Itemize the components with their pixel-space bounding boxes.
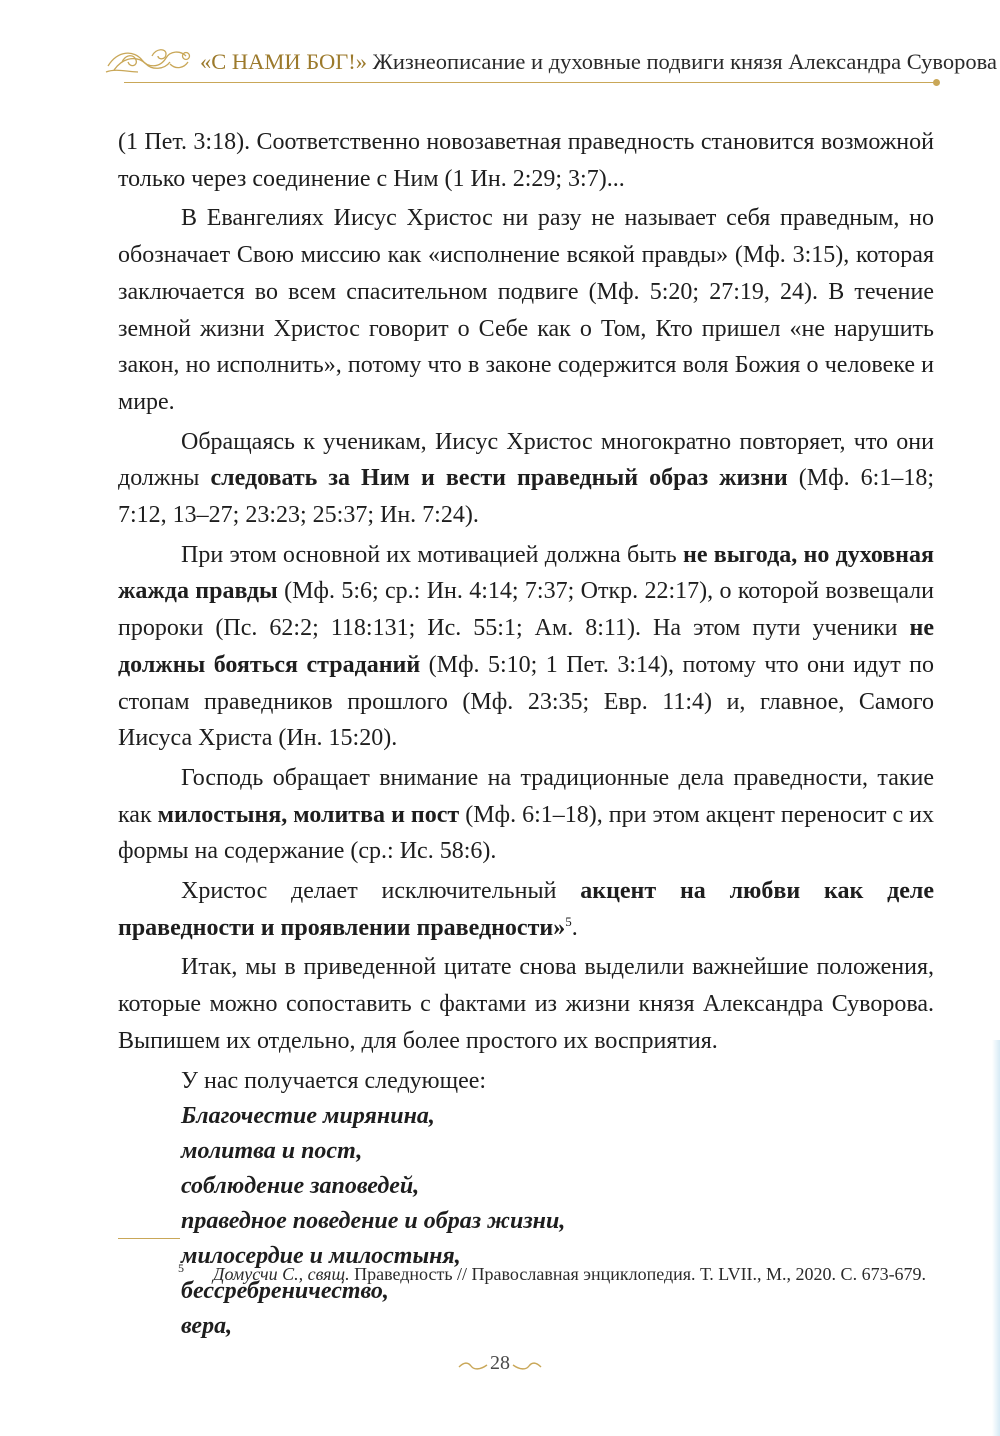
paragraph-6-text: Христос делает исключительный bbox=[181, 878, 581, 905]
paragraph-5-emphasis: милостыня, молитва и пост bbox=[157, 801, 460, 828]
paragraph-3 bbox=[118, 424, 934, 534]
paragraph-4-emphasis-1: не выгода, но духовная жажда правды bbox=[118, 541, 934, 605]
header-rule-dot bbox=[933, 79, 940, 86]
swirl-right-icon bbox=[512, 1361, 542, 1371]
paragraph-5 bbox=[118, 760, 934, 870]
paragraph-2: В Евангелиях Иисус Христос ни разу не называет себя праведным, но обозначает Свою миссию как «исполнение всякой правды» (Мф. 3:15), которая заключается во всем спасительном подвиге (Мф. 5:20; 27:19, 24). В течение земной жизни Христос говорит о Себе как о Том, Кто пришел «не нарушить закон, но исполнить», потому что в законе содержится воля Божия о человеке и мире. bbox=[118, 205, 934, 415]
flourish-ornament-icon bbox=[104, 42, 192, 78]
footnote-reference[interactable]: 5 bbox=[565, 913, 572, 929]
paragraph-4-text: При этом основной их мотивацией должна быть bbox=[181, 541, 684, 568]
paragraph-7: Итак, мы в приведенной цитате снова выделили важнейшие положения, которые можно сопоставить с фактами из жизни князя Александра Суворова. Выпишем их отдельно, для более простого их восприятия. bbox=[118, 954, 934, 1054]
main-text bbox=[118, 124, 934, 1344]
footnote-source: Праведность // Православная энциклопедия. Т. LVII., М., 2020. С. 673-679. bbox=[349, 1264, 927, 1284]
page-edge-shadow bbox=[992, 1040, 1000, 1436]
header-brand: «С НАМИ БОГ!» bbox=[200, 49, 368, 74]
paragraph-8: У нас получается следующее: bbox=[181, 1067, 487, 1094]
list-item: соблюдение заповедей, bbox=[181, 1173, 420, 1200]
paragraph-6 bbox=[118, 873, 934, 946]
paragraph-4 bbox=[118, 537, 934, 757]
list-item: праведное поведение и образ жизни, bbox=[181, 1208, 566, 1235]
header-subtitle: Жизнеописание и духовные подвиги князя Александра Суворова bbox=[367, 49, 997, 74]
paragraph-3-text: Обращаясь к ученикам, Иисус Христос многократно повторяет, что они должны bbox=[118, 428, 934, 492]
footnote-separator bbox=[118, 1238, 180, 1239]
footnote-text bbox=[178, 1261, 936, 1287]
paragraph-5-text: Господь обращает внимание на традиционные дела праведности, такие как bbox=[118, 764, 934, 828]
virtues-list bbox=[118, 1099, 934, 1344]
paragraph-4-middle: (Мф. 5:6; ср.: Ин. 4:14; 7:37; Откр. 22:17), о которой возвещали пророки (Пс. 62:2; 118:131; Ис. 55:1; Ам. 8:11). На этом пути ученики bbox=[118, 578, 934, 642]
list-item: молитва и пост, bbox=[181, 1138, 363, 1165]
paragraph-4-emphasis-2: не должны бояться страданий bbox=[118, 615, 934, 678]
list-item: вера, bbox=[181, 1313, 233, 1340]
page-number-text: 28 bbox=[490, 1352, 510, 1374]
paragraph-6-emphasis: акцент на любви как деле праведности и проявлении праведности» bbox=[118, 878, 934, 941]
footnote-author: Домусчи С., свящ. bbox=[213, 1264, 350, 1284]
paragraph-4-citation: (Мф. 5:10; 1 Пет. 3:14), потому что они идут по стопам праведников прошлого (Мф. 23:35; Евр. 11:4) и, главное, Самого Иисуса Христа (Ин. 15:20). bbox=[118, 651, 935, 752]
paragraph-3-emphasis: следовать за Ним и вести праведный образ жизни bbox=[210, 465, 788, 492]
header-rule bbox=[124, 82, 936, 83]
paragraph-1: (1 Пет. 3:18). Соответственно новозаветная праведность становится возможной только через соединение с Ним (1 Ин. 2:29; 3:7)... bbox=[118, 129, 934, 192]
paragraph-5-citation: (Мф. 6:1–18), при этом акцент переносит с их формы на содержание (ср.: Ис. 58:6). bbox=[118, 801, 934, 865]
footnote-number: 5 bbox=[178, 1261, 184, 1275]
list-item: Благочестие мирянина, bbox=[181, 1103, 435, 1130]
paragraph-6-end: . bbox=[571, 914, 578, 941]
swirl-left-icon bbox=[458, 1361, 488, 1371]
footnote bbox=[178, 1261, 936, 1287]
list-item: милосердие и милостыня, bbox=[181, 1243, 461, 1270]
page-number bbox=[440, 1350, 560, 1380]
running-header bbox=[104, 38, 997, 88]
header-title bbox=[200, 49, 997, 75]
list-item: бессребреничество, bbox=[181, 1278, 389, 1305]
paragraph-3-citation: (Мф. 6:1–18; 7:12, 13–27; 23:23; 25:37; Ин. 7:24). bbox=[118, 465, 935, 529]
